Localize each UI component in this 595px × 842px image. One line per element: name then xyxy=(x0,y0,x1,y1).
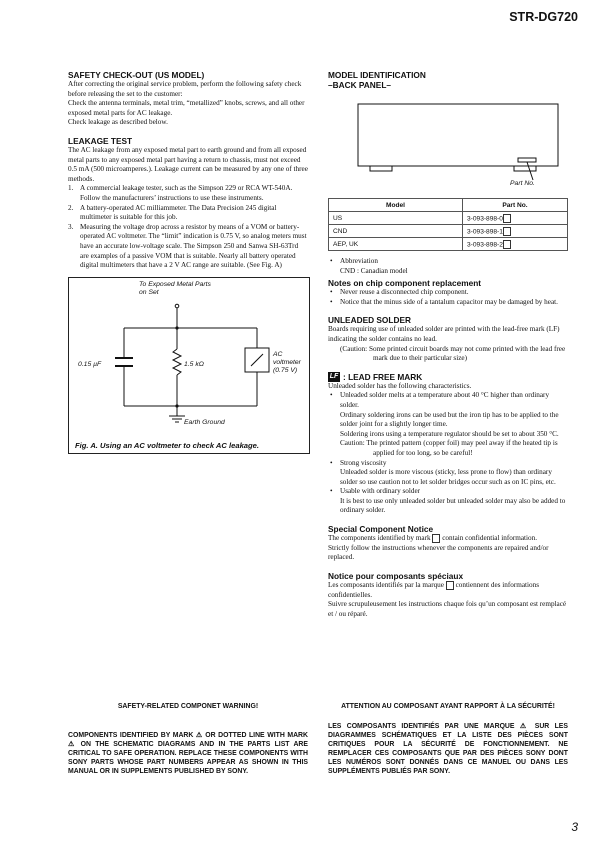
footprint-mark-icon xyxy=(503,227,511,236)
lead-free-text: It is best to use only unleaded solder but unleaded solder may also be added to ordinary solder. xyxy=(340,496,566,515)
special-component-text: The components identified by mark contain confidential information. xyxy=(328,534,538,543)
safety-warning-en xyxy=(68,702,308,776)
notice-fr-text: Suivre scrupuleusement les instructions chaque fois qu’un composant est remplacé et / ou réparé. xyxy=(328,600,567,618)
safety-checkout-paragraph: Check leakage as described below. xyxy=(68,118,168,127)
notice-fr-text: Les composants identifiés par la marque contiennent des informations confidentielles. xyxy=(328,581,539,599)
special-component-title: Special Component Notice xyxy=(328,524,434,535)
lead-free-caution: Caution: The printed pattern (copper foil) may peel away if the heated tip is applied for too long, so be careful! xyxy=(340,439,558,457)
safety-checkout-title: SAFETY CHECK-OUT (US MODEL) xyxy=(68,70,205,80)
fig-label-voltmeter: AC voltmeter (0.75 V) xyxy=(273,350,301,374)
lead-free-list xyxy=(328,487,568,497)
list-item: 2. A battery-operated AC milliammeter. The Data Precision 245 digital multimeter is suitable for this job. xyxy=(68,203,277,222)
table-header: Part No. xyxy=(463,199,568,212)
notice-fr-title: Notice pour composants spéciaux xyxy=(328,571,464,581)
safety-checkout-paragraph: Check the antenna terminals, metal trim, “metallized” knobs, screws, and all other exposed metal parts for AC leakage. xyxy=(68,99,305,117)
chip-notes-title: Notes on chip component replacement xyxy=(328,278,482,289)
list-item: • Strong viscosity xyxy=(330,458,387,467)
fig-label-capacitor: 0.15 µF xyxy=(78,360,102,368)
leakage-methods-list xyxy=(68,184,308,270)
list-item: 3. Measuring the voltage drop across a resistor by means of a VOM or battery-operated AC voltmeter. The “limit” indication is 0.75 V, so analog meters must have an accurate low-voltage scale. The Simpson 250 and Sanwa SH-63Trd are examples of a passive VOM that is suitable. Nearly all battery operated digital multimeters that have a 2 V AC range are suitable. (See Fig. A) xyxy=(68,222,307,270)
lead-free-title: LF : LEAD FREE MARK xyxy=(329,371,423,382)
back-panel-diagram xyxy=(328,100,568,190)
safety-warning-fr xyxy=(328,702,568,776)
figure-caption: Fig. A. Using an AC voltmeter to check AC leakage. xyxy=(75,440,259,450)
table-row: US 3-093-898-0 xyxy=(329,212,568,225)
warning-body: LES COMPOSANTS IDENTIFIÉS PAR UNE MARQUE ⚠ SUR LES DIAGRAMMES SCHÉMATIQUES ET LA LISTE DES PIÈCES SONT CRITIQUES POUR LA SÉCURITÉ DE FONCTIONNEMENT. NE REMPLACER CES COMPOSANTS QUE PAR DES PIÈCES SONY DONT LES NUMÉROS SONT DONNÉS DANS CE MANUEL OU DANS LES SUPPLÉMENTS PUBLIÉS PAR SONY. xyxy=(328,723,568,775)
list-item: • Abbreviation xyxy=(330,257,378,265)
figure-a xyxy=(68,277,310,454)
lead-free-logo-icon: LF xyxy=(329,372,339,380)
leakage-test-intro: The AC leakage from any exposed metal part to earth ground and from all exposed metal parts to any exposed metal part having a return to chassis, must not exceed 0.5 mA (500 microamperes.). Leakage current can be measured by any one of three methods. xyxy=(68,145,308,183)
table-row: CND 3-093-898-1 xyxy=(329,225,568,238)
warning-title: ATTENTION AU COMPOSANT AYANT RAPPORT À LA SÉCURITÉ! xyxy=(341,703,555,710)
lead-free-list xyxy=(328,459,568,469)
special-component-text: Strictly follow the instructions whenever the components are repaired and/or replaced. xyxy=(328,543,549,562)
fig-label-resistor: 1.5 kΩ xyxy=(184,360,204,368)
confidential-mark-icon xyxy=(446,581,454,590)
fig-label-ground: Earth Ground xyxy=(184,418,225,426)
list-item: 1. A commercial leakage tester, such as the Simpson 229 or RCA WT-540A. Follow the manufacturers’ instructions to use these instruments. xyxy=(68,184,293,202)
chip-notes-list xyxy=(328,288,568,307)
list-item: • Usable with ordinary solder xyxy=(330,487,421,496)
fig-label-exposed-metal: To Exposed Metal Parts on Set xyxy=(139,280,211,296)
footprint-mark-icon xyxy=(503,214,511,223)
back-panel-drawing xyxy=(328,100,568,190)
table-header: Model xyxy=(329,199,463,212)
list-item: • Notice that the minus side of a tantalum capacitor may be damaged by heat. xyxy=(330,297,558,306)
lead-free-text: Soldering irons using a temperature regulator should be set to about 350 °C. xyxy=(340,429,559,438)
list-item: • Never reuse a disconnected chip component. xyxy=(330,288,469,297)
safety-checkout-paragraph: After correcting the original service problem, perform the following safety check before releasing the set to the customer: xyxy=(68,80,302,98)
lead-free-list xyxy=(328,391,568,410)
model-id-title: MODEL IDENTIFICATION xyxy=(328,70,426,80)
unleaded-solder-caution: (Caution: Some printed circuit boards may not come printed with the lead free mark due to their particular size) xyxy=(340,344,566,363)
model-table xyxy=(328,198,568,251)
leakage-test-title: LEAKAGE TEST xyxy=(68,135,133,146)
model-header: STR-DG720 xyxy=(509,10,578,24)
page-number: 3 xyxy=(571,820,578,834)
lead-free-text: Unleaded solder is more viscous (sticky, less prone to flow) than ordinary solder so use caution not to let solder bridges occur such as on IC pins, etc. xyxy=(340,468,556,486)
footprint-mark-icon xyxy=(503,240,511,249)
left-column xyxy=(68,70,308,454)
warning-body: COMPONENTS IDENTIFIED BY MARK ⚠ OR DOTTED LINE WITH MARK ⚠ ON THE SCHEMATIC DIAGRAMS AND IN THE PARTS LIST ARE CRITICAL TO SAFE OPERATION. REPLACE THESE COMPONENTS WITH SONY PARTS WHOSE PART NUMBERS APPEAR AS SHOWN IN THIS MANUAL OR IN SUPPLEMENTS PUBLISHED BY SONY. xyxy=(68,732,308,775)
abbreviation-text: CND : Canadian model xyxy=(340,266,408,275)
list-item: • Unleaded solder melts at a temperature about 40 °C higher than ordinary solder. xyxy=(330,391,550,409)
unleaded-solder-title: UNLEADED SOLDER xyxy=(328,315,411,326)
lead-free-text: Ordinary soldering irons can be used but the iron tip has to be applied to the solder joint for a slightly longer time. xyxy=(340,410,559,429)
unleaded-solder-body: Boards requiring use of unleaded solder are printed with the lead-free mark (LF) indicating the solder contains no lead. xyxy=(328,325,560,343)
table-row: AEP, UK 3-093-898-2 xyxy=(329,238,568,251)
part-number-label: Part No. xyxy=(510,180,535,187)
abbreviation-list xyxy=(328,257,568,267)
warning-title: SAFETY-RELATED COMPONET WARNING! xyxy=(117,703,259,710)
model-id-subtitle: –BACK PANEL– xyxy=(328,80,392,90)
confidential-mark-icon xyxy=(432,534,440,543)
right-column xyxy=(328,70,568,620)
lead-free-intro: Unleaded solder has the following characteristics. xyxy=(328,381,472,390)
